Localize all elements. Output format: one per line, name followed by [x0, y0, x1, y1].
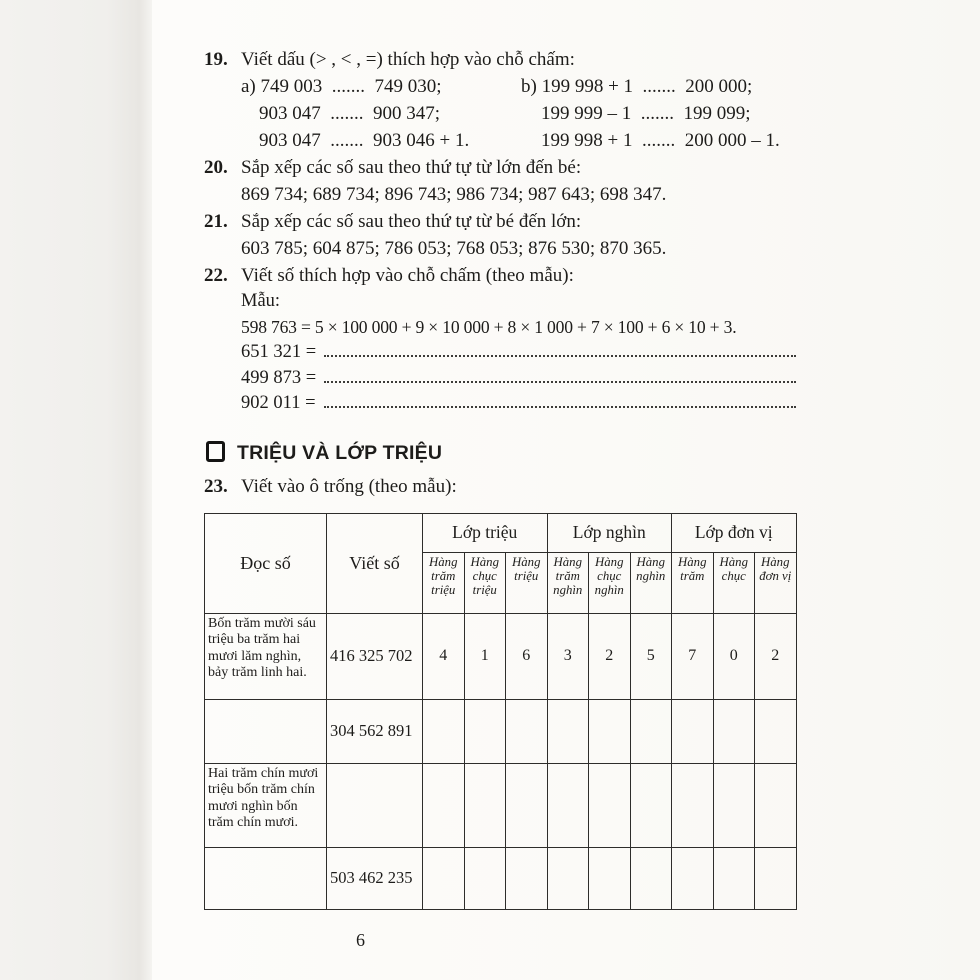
page-number: 6 — [356, 930, 365, 950]
digit-cell[interactable]: 7 — [672, 613, 714, 699]
subheader-hang-trieu: Hàng triệu — [506, 552, 548, 613]
digit-cell[interactable]: 4 — [423, 613, 465, 699]
problem-23-number: 23. — [204, 475, 228, 497]
comparison-row — [204, 100, 798, 127]
digit-cell[interactable] — [630, 699, 672, 763]
square-bullet-icon — [206, 441, 225, 462]
digit-cell[interactable] — [547, 847, 589, 909]
doc-so-cell: Bốn trăm mười sáu triệu ba trăm hai mươi lăm nghìn, bảy trăm linh hai. — [205, 613, 327, 699]
subheader-hang-chuc: Hàng chục — [713, 552, 755, 613]
digit-cell[interactable] — [672, 847, 714, 909]
digit-cell[interactable]: 0 — [713, 613, 755, 699]
col-header-doc-so: Đọc số — [205, 513, 327, 613]
textbook-page — [152, 0, 980, 980]
digit-cell[interactable]: 5 — [630, 613, 672, 699]
comparison-a2: 903 047 ....... 900 347; — [259, 103, 441, 124]
digit-cell[interactable]: 2 — [755, 613, 797, 699]
digit-cell[interactable] — [589, 763, 631, 847]
blank-lhs-1: 651 321 = — [241, 342, 317, 362]
table-row — [205, 847, 797, 909]
place-value-table — [204, 513, 797, 910]
digit-cell[interactable] — [672, 699, 714, 763]
viet-so-cell: 503 462 235 — [327, 847, 423, 909]
digit-cell[interactable] — [464, 699, 506, 763]
digit-cell[interactable] — [423, 763, 465, 847]
doc-so-cell[interactable] — [205, 847, 327, 909]
problem-20-title: Sắp xếp các số sau theo thứ tự từ lớn đến bé: — [241, 157, 582, 178]
digit-cell[interactable] — [713, 847, 755, 909]
digit-cell[interactable] — [755, 847, 797, 909]
digit-cell[interactable] — [672, 763, 714, 847]
digit-cell[interactable] — [589, 847, 631, 909]
doc-so-cell[interactable] — [205, 699, 327, 763]
viet-so-cell: 304 562 891 — [327, 699, 423, 763]
problem-21-title: Sắp xếp các số sau theo thứ tự từ bé đến lớn: — [241, 211, 582, 232]
digit-cell[interactable] — [547, 699, 589, 763]
problem-21-number: 21. — [204, 211, 228, 232]
doc-so-cell: Hai trăm chín mươi triệu bốn trăm chín mươi nghìn bốn trăm chín mươi. — [205, 763, 327, 847]
digit-cell[interactable] — [589, 699, 631, 763]
digit-cell[interactable] — [464, 763, 506, 847]
comparison-a1: a) 749 003 ....... 749 030; — [241, 76, 442, 97]
problem-22-title: Viết số thích hợp vào chỗ chấm (theo mẫu): — [241, 265, 574, 286]
digit-cell[interactable]: 6 — [506, 613, 548, 699]
subheader-hang-nghin: Hàng nghìn — [630, 552, 672, 613]
dotted-answer-line — [324, 368, 796, 383]
digit-cell[interactable] — [630, 847, 672, 909]
digit-cell[interactable] — [755, 699, 797, 763]
digit-cell[interactable] — [506, 699, 548, 763]
digit-cell[interactable] — [630, 763, 672, 847]
digit-cell[interactable] — [547, 763, 589, 847]
dotted-answer-line — [324, 342, 796, 357]
subheader-hang-don-vi: Hàng đơn vị — [755, 552, 797, 613]
blank-row — [204, 366, 798, 392]
mau-label: Mẫu: — [241, 291, 281, 311]
problem-20-number: 20. — [204, 157, 228, 178]
blank-row — [204, 340, 798, 366]
digit-cell[interactable] — [506, 847, 548, 909]
problem-22-number: 22. — [204, 265, 228, 286]
group-header-lop-nghin: Lớp nghìn — [547, 513, 672, 552]
problem-23-title: Viết vào ô trống (theo mẫu): — [241, 475, 457, 497]
digit-cell[interactable] — [713, 763, 755, 847]
comparison-b2: 199 999 – 1 ....... 199 099; — [541, 103, 751, 124]
digit-cell[interactable] — [423, 847, 465, 909]
table-row — [205, 699, 797, 763]
comparison-a3: 903 047 ....... 903 046 + 1. — [259, 130, 470, 151]
problem-19-number: 19. — [204, 49, 228, 70]
comparison-b1: b) 199 998 + 1 ....... 200 000; — [521, 76, 753, 97]
comparison-row — [204, 73, 798, 100]
digit-cell[interactable]: 2 — [589, 613, 631, 699]
dotted-answer-line — [324, 393, 797, 408]
problem-21 — [204, 208, 798, 235]
viet-so-cell: 416 325 702 — [327, 613, 423, 699]
problem-19-title: Viết dấu (> , < , =) thích hợp vào chỗ chấm: — [241, 49, 575, 70]
scan-edge-band — [0, 0, 152, 980]
problem-22-body — [204, 289, 798, 417]
comparison-b3: 199 998 + 1 ....... 200 000 – 1. — [541, 130, 780, 151]
problem-22 — [204, 262, 798, 289]
problem-20-numbers: 869 734; 689 734; 896 743; 986 734; 987 643; 698 347. — [241, 184, 667, 205]
page-content — [204, 46, 798, 910]
digit-cell[interactable] — [755, 763, 797, 847]
problem-21-numbers: 603 785; 604 875; 786 053; 768 053; 876 530; 870 365. — [241, 238, 667, 259]
table-row — [205, 613, 797, 699]
group-header-lop-don-vi: Lớp đơn vị — [672, 513, 797, 552]
problem-20 — [204, 154, 798, 181]
digit-cell[interactable] — [506, 763, 548, 847]
blank-row — [204, 391, 798, 417]
digit-cell[interactable] — [423, 699, 465, 763]
problem-19-exercises — [204, 73, 798, 154]
section-title: TRIỆU VÀ LỚP TRIỆU — [237, 441, 443, 464]
subheader-hang-chuc-trieu: Hàng chục triệu — [464, 552, 506, 613]
subheader-hang-tram: Hàng trăm — [672, 552, 714, 613]
group-header-lop-trieu: Lớp triệu — [423, 513, 548, 552]
section-heading — [204, 438, 798, 468]
comparison-row — [204, 127, 798, 154]
problem-19 — [204, 46, 798, 73]
digit-cell[interactable]: 3 — [547, 613, 589, 699]
digit-cell[interactable]: 1 — [464, 613, 506, 699]
digit-cell[interactable] — [464, 847, 506, 909]
blank-lhs-3: 902 011 = — [241, 393, 316, 413]
col-header-viet-so: Viết số — [327, 513, 423, 613]
subheader-hang-tram-nghin: Hàng trăm nghìn — [547, 552, 589, 613]
expansion-example: 598 763 = 5 × 100 000 + 9 × 10 000 + 8 × 1 000 + 7 × 100 + 6 × 10 + 3. — [241, 316, 737, 337]
viet-so-cell[interactable] — [327, 763, 423, 847]
subheader-hang-chuc-nghin: Hàng chục nghìn — [589, 552, 631, 613]
blank-lhs-2: 499 873 = — [241, 367, 317, 388]
problem-23 — [204, 473, 798, 500]
digit-cell[interactable] — [713, 699, 755, 763]
table-row — [205, 763, 797, 847]
subheader-hang-tram-trieu: Hàng trăm triệu — [423, 552, 465, 613]
